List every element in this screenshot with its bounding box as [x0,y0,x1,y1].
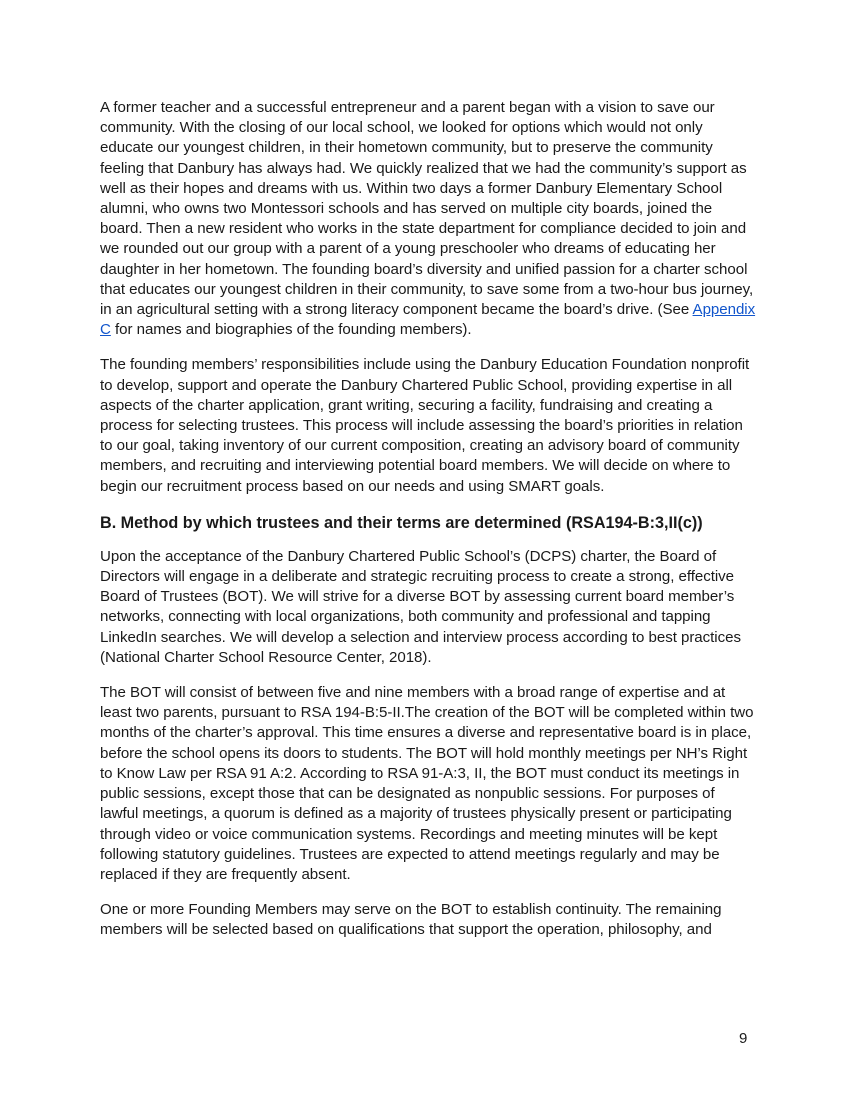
paragraph-founding-responsibilities: The founding members’ responsibilities include using the Danbury Education Foundation nonprofit to develop, support and operate the Danbury Chartered Public School, providing expertise in all aspects of the charter application, grant writing, securing a facility, fundraising and creating a process for selecting trustees. This process will include assessing the board’s priorities in relation to our goal, taking inventory of our current composition, creating an advisory board of community members, and recruiting and interviewing potential board members. We will decide on where to begin our recruitment process based on our needs and using SMART goals. [100,356,750,495]
page-number: 9 [739,1030,748,1047]
paragraph-founding-members-continuity: One or more Founding Members may serve on the BOT to establish continuity. The remaining members will be selected based on qualifications that support the operation, philosophy, and [100,901,722,939]
paragraph-text: A former teacher and a successful entrepreneur and a parent began with a vision to save our community. With the closing of our local school, we looked for options which would not only educate our youngest children, in their hometown community, but to preserve the community feeling that Danbury has always had. We quickly realized that we had the community’s support as well as their hopes and dreams with us. Within two days a former Danbury Elementary School alumni, who owns two Montessori schools and has served on multiple city boards, joined the board. Then a new resident who works in the state department for compliance decided to join and we rounded out our group with a parent of a young preschooler who dreams of educating her daughter in her hometown. The founding board’s diversity and unified passion for a charter school that educates our youngest children in their community, to save some from a two-hour bus journey, in an agricultural setting with a strong literacy component became the board’s drive. (See [100,99,754,319]
paragraph-text: for names and biographies of the founding members). [110,321,472,339]
paragraph-founding-vision [100,98,756,340]
paragraph-recruiting-process: Upon the acceptance of the Danbury Chartered Public School’s (DCPS) charter, the Board of Directors will engage in a deliberate and strategic recruiting process to create a strong, effective Board of Trustees (BOT). We will strive for a diverse BOT by assessing current board member’s networks, connecting with local organizations, both community and professional and tapping LinkedIn searches. We will develop a selection and interview process according to best practices (National Charter School Resource Center, 2018). [100,547,741,666]
paragraph-bot-composition: The BOT will consist of between five and nine members with a broad range of expertise and at least two parents, pursuant to RSA 194-B:5-II.The creation of the BOT will be completed within two months of the charter’s approval. This time ensures a diverse and representative board is in place, before the school opens its doors to students. The BOT will hold monthly meetings per NH’s Right to Know Law per RSA 91 A:2. According to RSA 91-A:3, II, the BOT must conduct its meetings in public sessions, except those that can be designated as nonpublic sessions. For purposes of lawful meetings, a quorum is defined as a majority of trustees physically present or participating through video or voice communication systems. Recordings and meeting minutes will be kept following statutory guidelines. Trustees are expected to attend meetings regularly and may be replaced if they are frequently absent. [100,684,754,883]
appendix-c-link[interactable]: Appendix C [100,301,756,339]
document-body [100,98,756,956]
section-heading: B. Method by which trustees and their terms are determined (RSA194-B:3,II(c)) [100,513,703,532]
